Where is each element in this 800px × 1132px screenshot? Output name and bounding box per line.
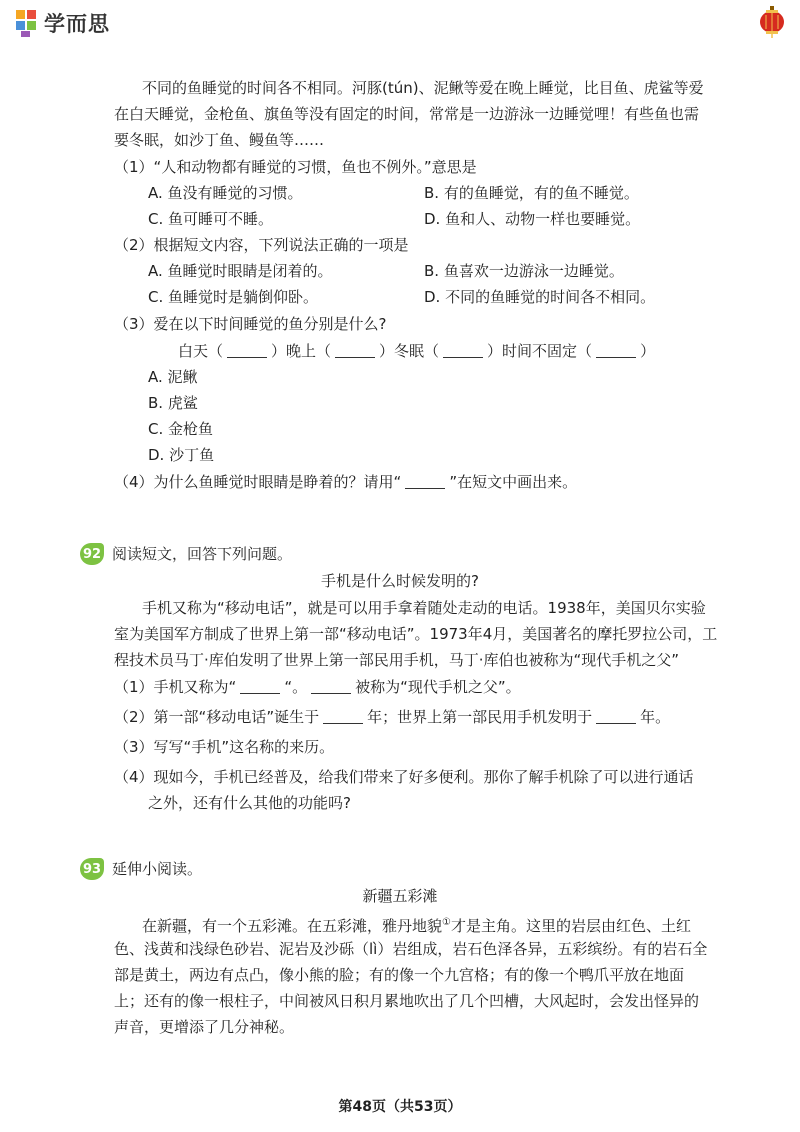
answer-blank[interactable] bbox=[335, 343, 375, 358]
passage-title: 手机是什么时候发明的? bbox=[321, 572, 479, 590]
answer-blank[interactable] bbox=[596, 343, 636, 358]
answer-blank[interactable] bbox=[240, 679, 280, 694]
option-a: A. 泥鳅 bbox=[148, 368, 198, 386]
paragraph-line: 不同的鱼睡觉的时间各不相同。河豚(tún)、泥鳅等爱在晚上睡觉，比目鱼、虎鲨等爱 bbox=[142, 79, 704, 97]
answer-blank[interactable] bbox=[405, 474, 445, 489]
answer-blank[interactable] bbox=[227, 343, 267, 358]
paragraph-line: 色、浅黄和浅绿色砂岩、泥岩及沙砾（lì）岩组成，岩石色泽各异，五彩缤纷。有的岩石全 bbox=[114, 940, 708, 958]
option-a: A. 鱼没有睡觉的习惯。 bbox=[148, 184, 303, 202]
answer-blank[interactable] bbox=[323, 709, 363, 724]
passage-title: 新疆五彩滩 bbox=[362, 887, 438, 905]
option-b: B. 虎鲨 bbox=[148, 394, 198, 412]
paragraph-line: 在新疆，有一个五彩滩。在五彩滩，雅丹地貌①才是主角。这里的岩层由红色、土红 bbox=[142, 917, 691, 935]
option-a: A. 鱼睡觉时眼睛是闭着的。 bbox=[148, 262, 333, 280]
question-2: （2）第一部“移动电话”诞生于 年；世界上第一部民用手机发明于 年。 bbox=[114, 708, 671, 726]
paragraph-line: 在白天睡觉，金枪鱼、旗鱼等没有固定的时间，常常是一边游泳一边睡觉哩！有些鱼也需 bbox=[114, 105, 700, 123]
brand-logo bbox=[14, 6, 110, 40]
paragraph-line: 要冬眠，如沙丁鱼、鳗鱼等…… bbox=[114, 131, 325, 149]
question-number-badge: 92 bbox=[80, 543, 104, 565]
option-d: D. 不同的鱼睡觉的时间各不相同。 bbox=[424, 288, 656, 306]
section-instruction: 阅读短文，回答下列问题。 bbox=[112, 545, 293, 563]
paragraph-line: 部是黄土，两边有点凸，像小熊的脸；有的像一个九宫格；有的像一个鸭爪平放在地面 bbox=[114, 966, 685, 984]
question-3: （3）爱在以下时间睡觉的鱼分别是什么? bbox=[114, 315, 387, 333]
paragraph-line: 上；还有的像一根柱子，中间被风日积月累地吹出了几个凹槽，大风起时，会发出怪异的 bbox=[114, 992, 700, 1010]
brand-name: 学而思 bbox=[44, 12, 110, 36]
option-c: C. 鱼可睡可不睡。 bbox=[148, 210, 274, 228]
option-c: C. 金枪鱼 bbox=[148, 420, 214, 438]
question-3: （3）写写“手机”这名称的来历。 bbox=[114, 738, 335, 756]
question-1: （1）“人和动物都有睡觉的习惯，鱼也不例外。”意思是 bbox=[114, 158, 477, 176]
option-b: B. 有的鱼睡觉，有的鱼不睡觉。 bbox=[424, 184, 639, 202]
question-1: （1）手机又称为“ “。 被称为“现代手机之父”。 bbox=[114, 678, 521, 696]
paragraph-line: 程技术员马丁·库伯发明了世界上第一部民用手机，马丁·库伯也被称为“现代手机之父” bbox=[114, 651, 680, 669]
option-d: D. 沙丁鱼 bbox=[148, 446, 215, 464]
option-c: C. 鱼睡觉时是躺倒仰卧。 bbox=[148, 288, 319, 306]
answer-blank[interactable] bbox=[311, 679, 351, 694]
option-d: D. 鱼和人、动物一样也要睡觉。 bbox=[424, 210, 641, 228]
page-header bbox=[0, 0, 800, 48]
section-instruction: 延伸小阅读。 bbox=[112, 860, 203, 878]
fill-in-row: 白天（ ）晚上（ ）冬眠（ ）时间不固定（ ） bbox=[178, 342, 656, 360]
lantern-icon bbox=[758, 6, 786, 38]
paragraph-line: 手机又称为“移动电话”，就是可以用手拿着随处走动的电话。1938年，美国贝尔实验 bbox=[142, 599, 706, 617]
footnote-marker: ① bbox=[442, 917, 451, 928]
answer-blank[interactable] bbox=[596, 709, 636, 724]
option-b: B. 鱼喜欢一边游泳一边睡觉。 bbox=[424, 262, 624, 280]
question-4-continued: 之外，还有什么其他的功能吗? bbox=[148, 794, 351, 812]
question-2: （2）根据短文内容，下列说法正确的一项是 bbox=[114, 236, 409, 254]
paragraph-line: 室为美国军方制成了世界上第一部“移动电话”。1973年4月，美国著名的摩托罗拉公司，工 bbox=[114, 625, 718, 643]
question-4: （4）为什么鱼睡觉时眼睛是睁着的？请用“ ”在短文中画出来。 bbox=[114, 473, 578, 491]
question-4: （4）现如今，手机已经普及，给我们带来了好多便利。那你了解手机除了可以进行通话 bbox=[114, 768, 694, 786]
brand-logo-icon bbox=[14, 8, 40, 38]
paragraph-line: 声音，更增添了几分神秘。 bbox=[114, 1018, 295, 1036]
question-number-badge: 93 bbox=[80, 858, 104, 880]
answer-blank[interactable] bbox=[443, 343, 483, 358]
page-number: 第48页（共53页） bbox=[338, 1099, 462, 1115]
